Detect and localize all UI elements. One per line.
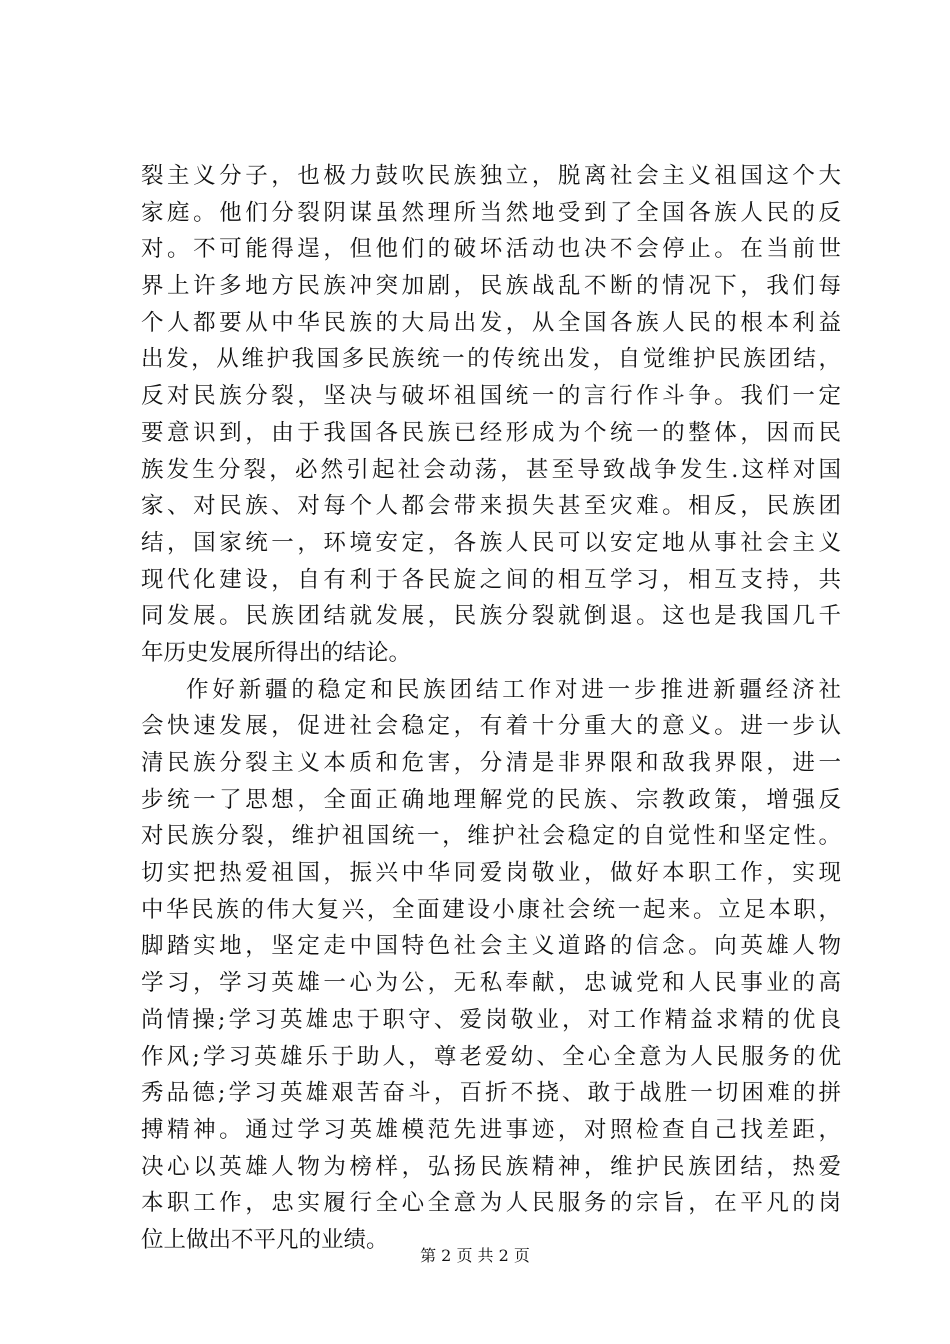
text-line: 现代化建设，自有利于各民旋之间的相互学习，相互支持，共 bbox=[141, 566, 841, 593]
text-line: 中华民族的伟大复兴，全面建设小康社会统一起来。立足本职， bbox=[141, 896, 841, 923]
page-number-footer: 第 2 页 共 2 页 bbox=[420, 1246, 530, 1265]
text-line: 界上许多地方民族冲突加剧，民族战乱不断的情况下，我们每 bbox=[141, 273, 841, 300]
text-line: 作好新疆的稳定和民族团结工作对进一步推进新疆经济社 bbox=[186, 676, 841, 703]
text-line: 本职工作，忠实履行全心全意为人民服务的宗旨，在平凡的岗 bbox=[141, 1190, 841, 1217]
text-line: 裂主义分子，也极力鼓吹民族独立，脱离社会主义祖国这个大 bbox=[141, 163, 841, 189]
text-line: 步统一了思想，全面正确地理解党的民族、宗教政策，增强反 bbox=[141, 786, 841, 813]
body-text bbox=[141, 158, 841, 1259]
text-line: 搏精神。通过学习英雄模范先进事迹，对照检查自己找差距， bbox=[141, 1116, 841, 1143]
text-line: 学习，学习英雄一心为公，无私奉献，忠诚党和人民事业的高 bbox=[141, 970, 841, 997]
text-line: 尚情操;学习英雄忠于职守、爱岗敬业，对工作精益求精的优良 bbox=[141, 1006, 841, 1033]
text-line: 反对民族分裂，坚决与破坏祖国统一的言行作斗争。我们一定 bbox=[141, 383, 841, 410]
text-line: 个人都要从中华民族的大局出发，从全国各族人民的根本利益 bbox=[141, 309, 841, 336]
text-line: 结，国家统一，环境安定，各族人民可以安定地从事社会主义 bbox=[141, 529, 841, 556]
text-line: 作风;学习英雄乐于助人，尊老爱幼、全心全意为人民服务的优 bbox=[141, 1043, 841, 1070]
text-line: 对民族分裂，维护祖国统一，维护社会稳定的自觉性和坚定性。 bbox=[141, 823, 841, 850]
text-line: 切实把热爱祖国，振兴中华同爱岗敬业，做好本职工作，实现 bbox=[141, 860, 841, 887]
text-line: 会快速发展，促进社会稳定，有着十分重大的意义。进一步认 bbox=[141, 713, 841, 740]
text-line: 同发展。民族团结就发展，民族分裂就倒退。这也是我国几千 bbox=[141, 603, 841, 630]
text-line: 要意识到，由于我国各民族已经形成为个统一的整体，因而民 bbox=[141, 419, 841, 446]
text-line: 家、对民族、对每个人都会带来损失甚至灾难。相反，民族团 bbox=[141, 493, 841, 520]
text-line: 秀品德;学习英雄艰苦奋斗，百折不挠、敢于战胜一切困难的拼 bbox=[141, 1080, 841, 1107]
text-line: 脚踏实地，坚定走中国特色社会主义道路的信念。向英雄人物 bbox=[141, 933, 841, 960]
text-line: 位上做出不平凡的业绩。 bbox=[141, 1226, 389, 1253]
text-line: 出发，从维护我国多民族统一的传统出发，自觉维护民族团结， bbox=[141, 346, 841, 373]
text-line: 族发生分裂，必然引起社会动荡，甚至导致战争发生.这样对国 bbox=[141, 456, 841, 483]
text-line: 家庭。他们分裂阴谋虽然理所当然地受到了全国各族人民的反 bbox=[141, 199, 841, 226]
text-line: 对。不可能得逞，但他们的破坏活动也决不会停止。在当前世 bbox=[141, 236, 841, 263]
text-line: 清民族分裂主义本质和危害，分清是非界限和敌我界限，进一 bbox=[141, 750, 841, 776]
text-line: 年历史发展所得出的结论。 bbox=[141, 639, 412, 666]
text-line: 决心以英雄人物为榜样，弘扬民族精神，维护民族团结，热爱 bbox=[141, 1153, 841, 1180]
